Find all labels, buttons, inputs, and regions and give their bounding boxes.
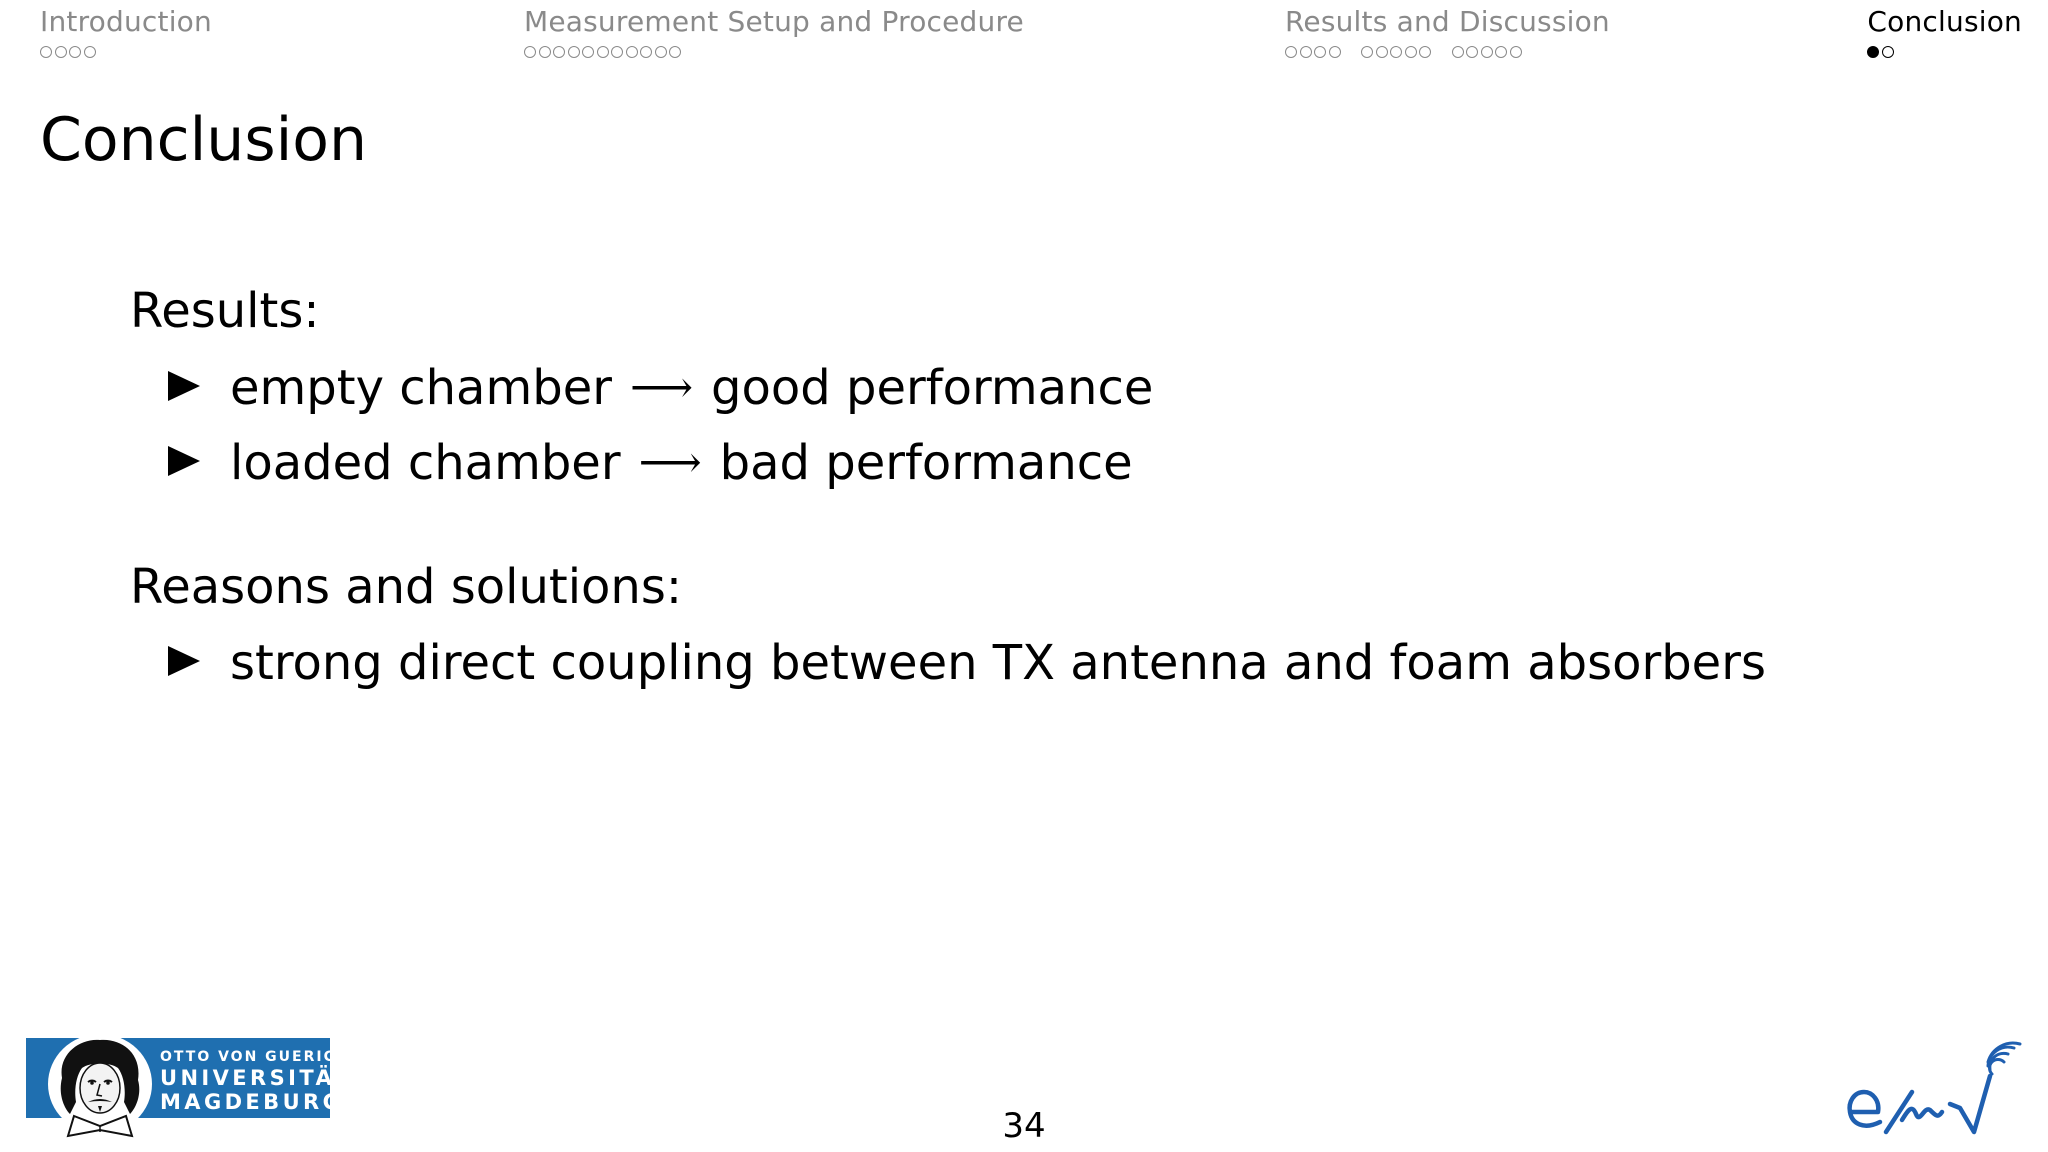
nav-section-title[interactable]: Introduction: [40, 5, 212, 38]
results-heading: Results:: [130, 283, 320, 339]
nav-frame-dots: [40, 42, 212, 62]
university-line-3: MAGDEBURG: [160, 1090, 344, 1114]
nav-frame-dot[interactable]: [55, 46, 67, 58]
list-item: [168, 435, 1133, 491]
nav-section-results-discussion[interactable]: [1285, 6, 1610, 62]
nav-frame-dot[interactable]: [1361, 46, 1373, 58]
nav-frame-dot[interactable]: [1452, 46, 1464, 58]
nav-section-measurement-setup[interactable]: [524, 6, 1024, 62]
nav-frame-dot[interactable]: [1882, 46, 1894, 58]
nav-frame-dot[interactable]: [84, 46, 96, 58]
nav-frame-dot[interactable]: [69, 46, 81, 58]
nav-frame-dot[interactable]: [1314, 46, 1326, 58]
nav-frame-dot-current[interactable]: [1867, 46, 1879, 58]
triangle-bullet-icon: [168, 371, 200, 401]
item-condition: empty chamber: [230, 360, 612, 416]
nav-frame-dot[interactable]: [1466, 46, 1478, 58]
nav-section-title[interactable]: Measurement Setup and Procedure: [524, 5, 1024, 38]
nav-frame-dot[interactable]: [1390, 46, 1402, 58]
long-right-arrow-icon: ⟶: [629, 362, 694, 413]
nav-frame-dot[interactable]: [1405, 46, 1417, 58]
nav-frame-dot[interactable]: [1495, 46, 1507, 58]
nav-frame-dot[interactable]: [597, 46, 609, 58]
nav-frame-dots: [524, 42, 1024, 62]
triangle-bullet-icon: [168, 446, 200, 476]
emv-logo-icon: [1842, 1040, 2032, 1140]
nav-frame-dot[interactable]: [611, 46, 623, 58]
reasons-heading: Reasons and solutions:: [130, 559, 683, 615]
nav-section-introduction[interactable]: [40, 6, 212, 62]
nav-frame-dot[interactable]: [1510, 46, 1522, 58]
nav-frame-dot[interactable]: [1329, 46, 1341, 58]
nav-frame-dots: [1867, 42, 2022, 62]
item-outcome: bad performance: [719, 435, 1133, 491]
nav-frame-dot[interactable]: [539, 46, 551, 58]
nav-section-conclusion[interactable]: [1867, 6, 2022, 62]
list-item: [168, 360, 1153, 416]
nav-frame-dot[interactable]: [553, 46, 565, 58]
nav-frame-dot[interactable]: [582, 46, 594, 58]
page-number: 34: [1002, 1106, 1046, 1146]
nav-section-title[interactable]: Results and Discussion: [1285, 5, 1610, 38]
nav-frame-dot[interactable]: [1376, 46, 1388, 58]
long-right-arrow-icon: ⟶: [638, 437, 702, 488]
nav-frame-dot[interactable]: [568, 46, 580, 58]
triangle-bullet-icon: [168, 646, 200, 676]
item-outcome: good performance: [711, 360, 1154, 416]
nav-section-title[interactable]: Conclusion: [1867, 5, 2022, 38]
university-line-1: OTTO VON GUERICKE: [160, 1049, 361, 1065]
nav-frame-dot[interactable]: [1419, 46, 1431, 58]
list-item: [168, 635, 1766, 691]
item-text: strong direct coupling between TX antenna and foam absorbers: [230, 635, 1766, 691]
nav-frame-dots: [1285, 42, 1610, 62]
nav-frame-dot[interactable]: [1300, 46, 1312, 58]
university-line-2: UNIVERSITÄT: [160, 1066, 352, 1090]
nav-frame-dot[interactable]: [626, 46, 638, 58]
nav-frame-dot[interactable]: [655, 46, 667, 58]
slide-title: Conclusion: [40, 105, 367, 175]
nav-frame-dot[interactable]: [1285, 46, 1297, 58]
section-navigation: [0, 0, 2048, 64]
nav-frame-dot[interactable]: [40, 46, 52, 58]
nav-frame-dot[interactable]: [669, 46, 681, 58]
nav-frame-dot[interactable]: [1481, 46, 1493, 58]
nav-frame-dot[interactable]: [640, 46, 652, 58]
item-condition: loaded chamber: [230, 435, 621, 491]
university-name: [160, 1048, 360, 1114]
nav-frame-dot[interactable]: [524, 46, 536, 58]
